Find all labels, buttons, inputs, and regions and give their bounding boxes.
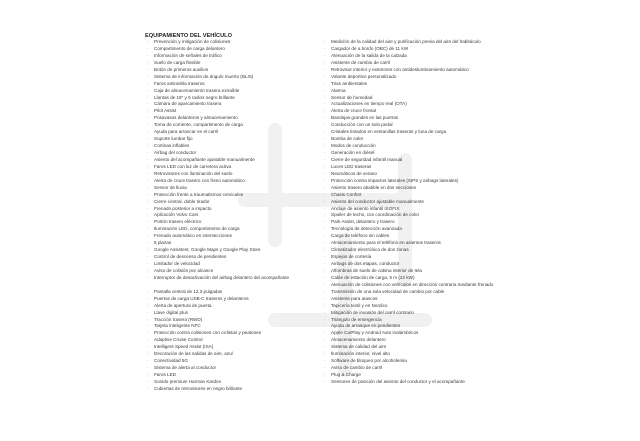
- list-item: · Almacenamiento delantero: [324, 337, 514, 344]
- list-item: · Anclaje de asiento infantil ISOFIX: [324, 206, 514, 213]
- list-item: · Aviso de cambio de carril: [324, 365, 514, 372]
- list-item: · Ayuda de arranque en pendientes: [324, 323, 514, 330]
- list-item: · Caja de almacenamiento trasera extraíble: [147, 88, 325, 95]
- list-item: · Toma de corriente, compartimento de carga: [147, 122, 325, 129]
- list-item: · Frenado automático en intersecciones: [147, 233, 325, 240]
- equipment-list-left: [147, 39, 325, 393]
- list-item: · Cable de estación de carga, 5 m (22 kW): [324, 275, 514, 282]
- list-item: · Apple CarPlay y Android Auto inalámbricos: [324, 330, 514, 337]
- list-item: · Triángulo de emergencia: [324, 317, 514, 324]
- list-item: · Tiras ambientales: [324, 81, 514, 88]
- list-item: · Cristales tintados en ventanillas traseras y luna de carga: [324, 129, 514, 136]
- list-item: · Faros LED con luz de carretera activa: [147, 164, 325, 171]
- list-item: · Sensor de humedad: [324, 95, 514, 102]
- list-item: · Plug & Charge: [324, 372, 514, 379]
- list-item: · Park Assist, delantero y trasero: [324, 219, 514, 226]
- list-item: · Mitigación de invasión del carril contrario: [324, 310, 514, 317]
- list-item: · Neumáticos de verano: [324, 171, 514, 178]
- list-item: · Botón de primeros auxilios: [147, 67, 325, 74]
- list-item: · Portón trasero eléctrico: [147, 219, 325, 226]
- list-item: · Sensores de posición del asiento del conductor y el acompañante: [324, 379, 514, 386]
- list-item: · Llave digital plus: [147, 310, 325, 317]
- list-item: · Conectividad 5G: [147, 358, 325, 365]
- list-item: · Volante deportivo personalizado: [324, 74, 514, 81]
- list-item: · Pilot Assist: [147, 108, 325, 115]
- list-item: · Puertos de carga USB-C traseros y delanteros: [147, 296, 325, 303]
- list-item: · Suelo de carga flexible: [147, 60, 325, 67]
- list-item: · Asiento trasero abatible en dos secciones: [324, 185, 514, 192]
- list-item: · Sistema de calidad del aire: [324, 344, 514, 351]
- list-item: · Posavasos delanteros y almacenamiento: [147, 115, 325, 122]
- list-item: · Iluminación LED, compartimento de carga: [147, 226, 325, 233]
- list-item: · Asistente para atascos: [324, 296, 514, 303]
- list-item: · Aviso de colisión por alcance: [147, 268, 325, 275]
- list-item: · Compartimento de carga delantero: [147, 46, 325, 53]
- list-item: · Cubiertas de retrovisores en negro brillante: [147, 386, 325, 393]
- list-item: · Chasis Confort: [324, 192, 514, 199]
- list-item: · Sonido premium Harman Kardon: [147, 379, 325, 386]
- list-item: · Transmisión de una sola velocidad de cambio por cable: [324, 289, 514, 296]
- list-item: · Faros LED: [147, 372, 325, 379]
- list-item: · Protección frente a traumatismos cervicales: [147, 192, 325, 199]
- list-item: · Sistema de información de ángulo muerto (BLIS): [147, 74, 325, 81]
- list-item: · Bandejas grandes en las puertas: [324, 115, 514, 122]
- list-item: · Almacenamiento para el teléfono en asientos traseros: [324, 240, 514, 247]
- list-item: · Intelligent Speed Assist (ISA): [147, 344, 325, 351]
- list-item: · Información de señales de tráfico: [147, 53, 325, 60]
- list-item: · Decoración de las salidas de aire, azul: [147, 351, 325, 358]
- list-item: · Alfombras de suelo de cabina interior de tela: [324, 268, 514, 275]
- list-item: · Asistente de cambio de carril: [324, 60, 514, 67]
- list-item: · Modos de conducción: [324, 143, 514, 150]
- list-item: · Asiento del acompañante ajustable manualmente: [147, 157, 325, 164]
- list-item: · Bomba de calor: [324, 136, 514, 143]
- list-item: · Atenuación de colisiones con vehículos en dirección contraria mediante frenado: [324, 282, 514, 289]
- list-item: · Protección contra impactos laterales (SIPS y airbags laterales): [324, 178, 514, 185]
- list-item: · Ayuda para arrancar en el carril: [147, 129, 325, 136]
- list-item: · Adaptive Cruise Control: [147, 337, 325, 344]
- list-item: · Control de descenso de pendientes: [147, 254, 325, 261]
- list-item: · Alerta de cruce frontal: [324, 108, 514, 115]
- list-item: · Llantas de 19" y 5 radios negro brillante: [147, 95, 325, 102]
- list-item: · Sistema de alerta al conductor: [147, 365, 325, 372]
- list-item: · 5 plazas: [147, 240, 325, 247]
- list-item: · Cortinas inflables: [147, 143, 325, 150]
- list-item: · Software de bloqueo por alcoholemia: [324, 358, 514, 365]
- list-item: · Protección contra colisiones con ciclistas y peatones: [147, 330, 325, 337]
- list-item: · Tapicería textil y en Nordico: [324, 303, 514, 310]
- list-item: · Frenado posterior a impacto: [147, 206, 325, 213]
- list-item: · Cámara de aparcamiento trasera: [147, 101, 325, 108]
- list-item: · Cargador de a bordo (OBC) de 11 kW: [324, 46, 514, 53]
- list-item: · Pantalla central de 12,3 pulgadas: [147, 289, 325, 296]
- list-item: · Cierre de seguridad infantil manual: [324, 157, 514, 164]
- list-item: · Tecnología de detección avanzada: [324, 226, 514, 233]
- list-item: · Aplicación Volvo Cars: [147, 212, 325, 219]
- list-item: · Asiento del conductor ajustable manualmente: [324, 199, 514, 206]
- list-item: · Interruptor de desactivación del airbag delantero del acompañante: [147, 275, 325, 282]
- list-item: · Google Assistent, Google Maps y Google Play Store: [147, 247, 325, 254]
- list-item: · Sensor de lluvia: [147, 185, 325, 192]
- list-item: · Climatizador electrónico de dos zonas: [324, 247, 514, 254]
- list-item: · Espejos de cortesía: [324, 254, 514, 261]
- list-item: · Retrovisor interior y exteriores con antideslumbramiento automático: [324, 67, 514, 74]
- list-item: · Tracción trasera (RWD): [147, 317, 325, 324]
- list-item: · Spoiler de techo, con coordinación de color: [324, 212, 514, 219]
- list-item: · Airbags de dos etapas, conductor: [324, 261, 514, 268]
- list-item: · Faros antiniebla traseros: [147, 81, 325, 88]
- list-item: · Alerta de apertura de puerta: [147, 303, 325, 310]
- list-item: · Carga de teléfono sin cables: [324, 233, 514, 240]
- list-item: · Generación en diésel: [324, 150, 514, 157]
- list-item: · Luces LED traseras: [324, 164, 514, 171]
- list-item: · Atenuación de la salida de la calzada: [324, 53, 514, 60]
- equipment-list-right: [324, 39, 514, 386]
- list-item: · Conducción con un solo pedal: [324, 122, 514, 129]
- list-item: · Actualizaciones en tiempo real (OTA): [324, 101, 514, 108]
- list-item: · Prevención y mitigación de colisiones: [147, 39, 325, 46]
- list-item: · Limitador de velocidad: [147, 261, 325, 268]
- section-title: EQUIPAMIENTO DEL VEHÍCULO: [145, 32, 233, 39]
- list-item: · Alarma: [324, 88, 514, 95]
- list-item: · Alerta de cruce trasero con freno automático: [147, 178, 325, 185]
- list-item: · Soporte lumbar fijo: [147, 136, 325, 143]
- list-item: · Medición de la calidad del aire y purificación previa del aire del habitáculo: [324, 39, 514, 46]
- list-item: · Cierre central, doble tirador: [147, 199, 325, 206]
- list-item: · Tarjeta inteligente NFC: [147, 323, 325, 330]
- list-item: · Iluminación interior, nivel alto: [324, 351, 514, 358]
- list-item: · Airbag del conductor: [147, 150, 325, 157]
- list-item: · Retrovisores con iluminación del suelo: [147, 171, 325, 178]
